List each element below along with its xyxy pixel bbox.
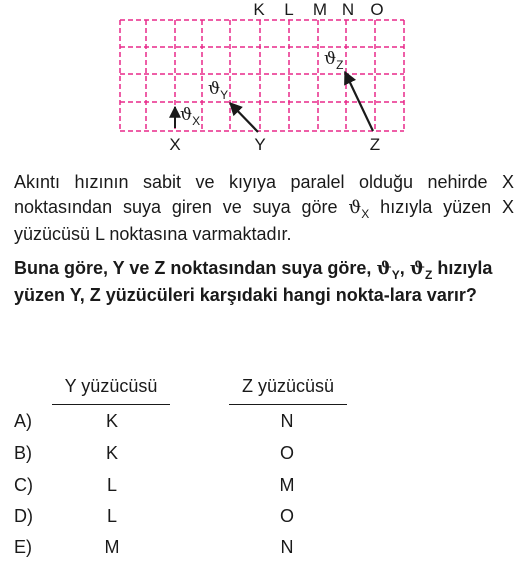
theta-symbol: ϑ (409, 258, 426, 279)
option-letter: E) (14, 537, 32, 557)
option-y-value: L (106, 506, 117, 526)
answer-option-c[interactable] (0, 475, 520, 505)
option-z-value: M (279, 475, 295, 495)
answer-option-a[interactable] (0, 411, 520, 441)
point-label-k: K (253, 0, 265, 19)
header-y-swimmer: Y yüzücüsü (64, 376, 158, 396)
option-letter: A) (14, 411, 32, 431)
option-z-value: O (279, 443, 294, 463)
answer-option-b[interactable] (0, 443, 520, 473)
option-y-value: M (104, 537, 120, 557)
option-y-value: L (106, 475, 117, 495)
option-y-value: K (105, 443, 118, 463)
question-prompt: Buna göre, Y ve Z noktasından suya göre, $ϑ_Y$, $ϑ_Z$ hızıyla yüzen Y, Z yüzücüleri karşıdaki hangi nokta-lara varır? (14, 258, 493, 305)
option-z-value: N (280, 537, 294, 557)
vector-x-label: $ϑ_X$ (180, 105, 201, 128)
vector-z-label: $ϑ_Z$ (324, 49, 344, 72)
point-label-z: Z (369, 135, 381, 154)
question-stem: Akıntı hızının sabit ve kıyıya paralel olduğu nehirde X noktasından suya giren ve suya göre $ϑ_X$ hızıyla yüzen X yüzücüsü L noktasına varmaktadır. (14, 172, 514, 244)
answer-option-d[interactable] (0, 506, 520, 536)
point-label-o: O (370, 0, 384, 19)
option-y-value: K (105, 411, 118, 431)
river-grid (120, 20, 404, 131)
answer-option-e[interactable] (0, 537, 520, 567)
point-label-m: M (312, 0, 328, 19)
option-letter: C) (14, 475, 33, 495)
vector-y-arrow (230, 103, 258, 132)
option-letter: D) (14, 506, 33, 526)
theta-symbol: ϑ (348, 197, 362, 218)
header-z-swimmer: Z yüzücüsü (241, 376, 335, 396)
theta-symbol: ϑ (376, 258, 392, 279)
river-grid-figure (0, 0, 520, 160)
point-label-l: L (284, 0, 294, 19)
point-label-x: X (169, 135, 181, 154)
point-label-n: N (341, 0, 355, 19)
header-z-underline (229, 404, 347, 405)
header-y-underline (52, 404, 170, 405)
vector-y-label: $ϑ_Y$ (208, 79, 229, 102)
point-label-y: Y (254, 135, 266, 154)
option-z-value: N (280, 411, 294, 431)
option-letter: B) (14, 443, 32, 463)
option-z-value: O (279, 506, 294, 526)
